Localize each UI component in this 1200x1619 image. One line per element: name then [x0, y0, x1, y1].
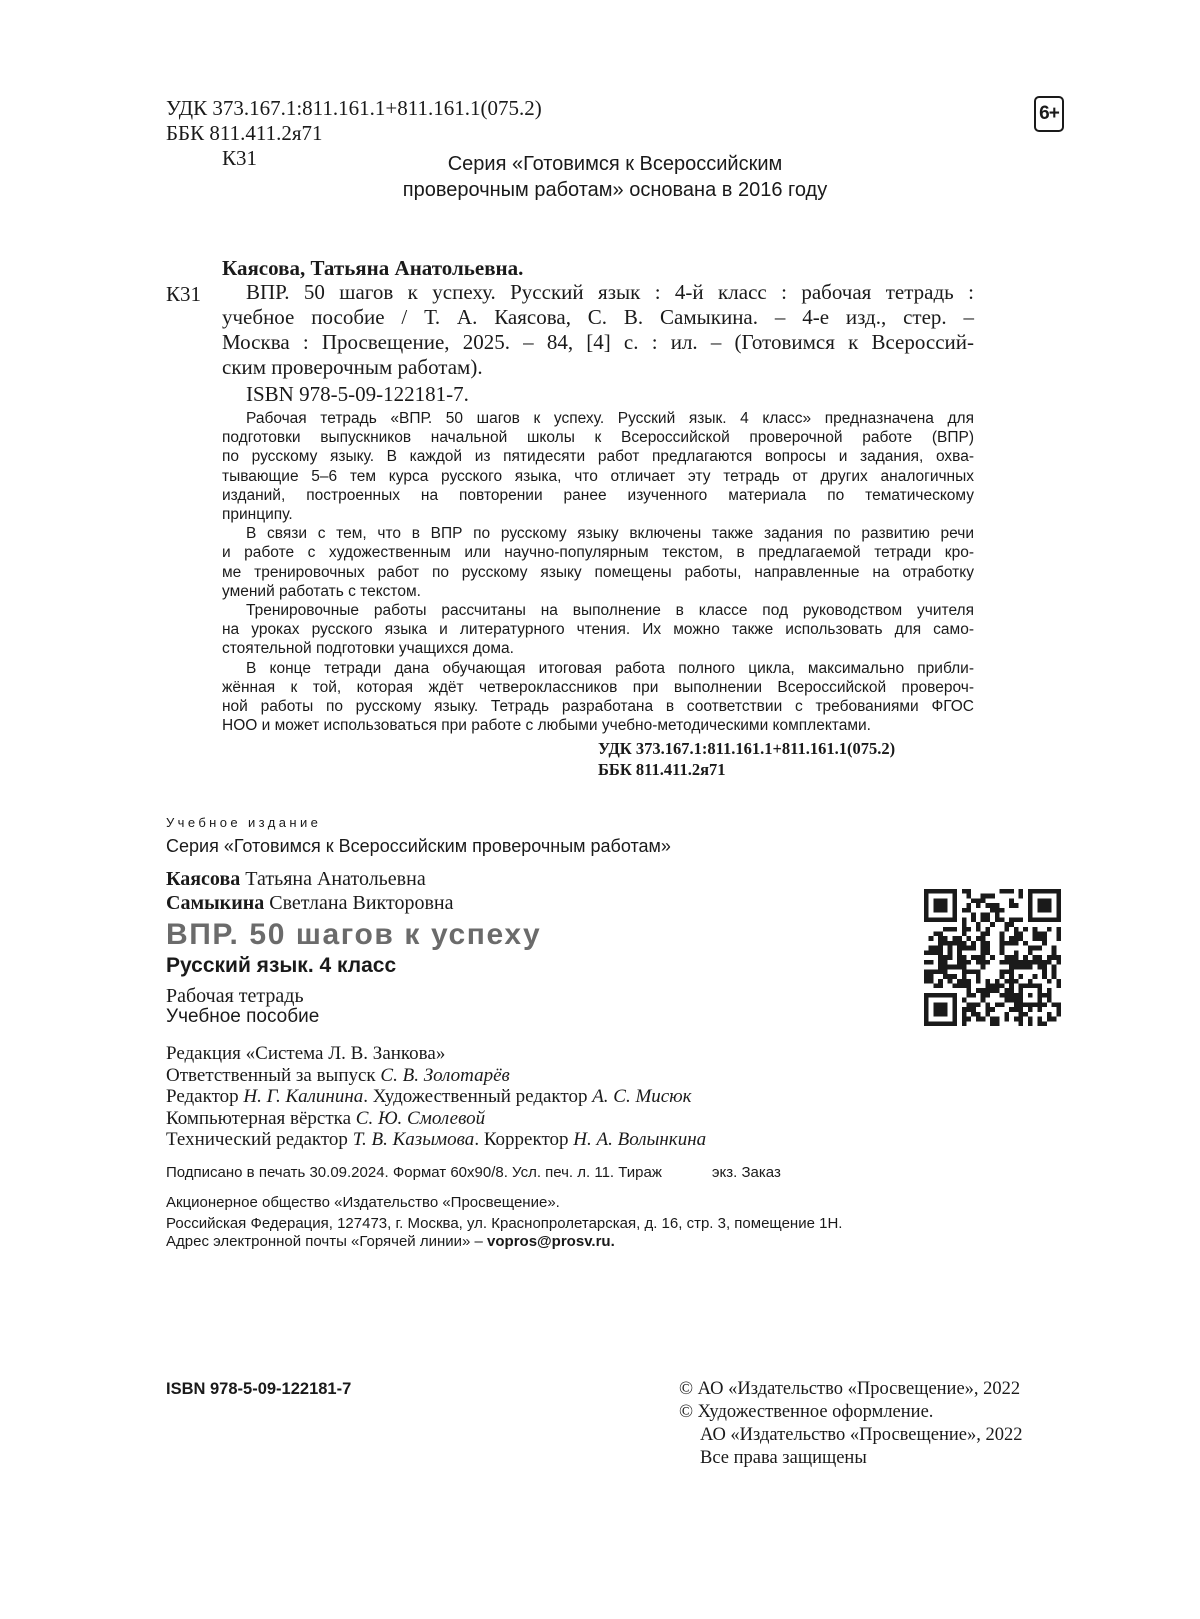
udk-code-bottom: УДК 373.167.1:811.161.1+811.161.1(075.2) [598, 739, 896, 758]
copyright-line: © АО «Издательство «Просвещение», 2022 [679, 1379, 1021, 1399]
abstract-line: по русскому языку. В каждой из пятидесяти работ предлагаются вопросы и задания, охва- [222, 448, 974, 466]
abstract-line: на уроках русского языка и литературного чтения. Их можно также использовать для само- [222, 621, 974, 639]
credit-person: А. С. Мисюк [592, 1086, 692, 1107]
card-author: Каясова, Татьяна Анатольевна. [222, 256, 524, 280]
author-line [166, 891, 453, 915]
abstract-paragraph [222, 409, 974, 524]
abstract-line: изданий, построенных на повторении ранее изученного материала по тематическому [222, 486, 974, 504]
credit-responsible [166, 1065, 706, 1087]
series-note-line: проверочным работам» основана в 2016 году [402, 179, 828, 201]
card-description-line: учебное пособие / Т. А. Каясова, С. В. Самыкина. – 4-е изд., стер. – [222, 305, 974, 329]
author-name: Светлана Викторовна [269, 892, 454, 914]
card-isbn: ISBN 978-5-09-122181-7. [246, 382, 469, 406]
credit-label: Редактор [166, 1086, 244, 1107]
hotline-email [166, 1233, 615, 1250]
credit-redaction: Редакция «Система Л. В. Занкова» [166, 1043, 446, 1064]
bbk-code: ББК 811.411.2я71 [166, 121, 323, 145]
publisher [166, 1192, 842, 1234]
card-description [222, 280, 974, 380]
credit-technical [166, 1129, 706, 1151]
credit-label: Компьютерная вёрстка [166, 1107, 356, 1129]
series-note-line: Серия «Готовимся к Всероссийским [447, 153, 783, 175]
qr-code-icon [924, 889, 1061, 1026]
abstract-paragraph [222, 601, 974, 659]
book-kind: Рабочая тетрадь [166, 985, 304, 1007]
abstract-line: Рабочая тетрадь «ВПР. 50 шагов к успеху. Русский язык. 4 класс» предназначена для [246, 410, 974, 427]
abstract-line: В конце тетради дана обучающая итоговая работа полного цикла, максимально прибли- [246, 659, 974, 677]
abstract-line: НОО и может использоваться при работе с любыми учебно-методическими комплектами. [222, 717, 871, 735]
credits [166, 1043, 706, 1151]
series-line: Серия «Готовимся к Всероссийским проверочным работам» [166, 836, 671, 856]
age-rating-badge: 6+ [1034, 96, 1064, 132]
authors [166, 867, 453, 915]
card-description-line: ским проверочным работам). [222, 355, 483, 379]
edition-type: Учебное издание [166, 815, 322, 830]
classification-block [598, 738, 895, 780]
isbn-footer: ISBN 978-5-09-122181-7 [166, 1380, 352, 1398]
abstract-line: Тренировочные работы рассчитаны на выполнение в классе под руководством учителя [246, 602, 974, 620]
credit-person: Н. А. Волынкина [573, 1129, 707, 1150]
copyright-block [679, 1378, 1023, 1470]
author-line [166, 867, 453, 891]
author-surname: Каясова [166, 868, 241, 890]
author-surname: Самыкина [166, 892, 265, 914]
abstract-line: В связи с тем, что в ВПР по русскому языку включены также задания по развитию речи [246, 525, 974, 543]
credit-person: Н. Г. Калинина [243, 1086, 364, 1107]
abstract-paragraph [222, 659, 974, 736]
abstract-line: ме тренировочных работ по русскому языку помещены работы, направленные на отработку [222, 563, 974, 581]
abstract-line: подготовки выпускников начальной школы к Всероссийской проверочной работе (ВПР) [222, 429, 974, 447]
book-genre: Учебное пособие [166, 1006, 320, 1027]
abstract-line: умений работать с текстом. [222, 582, 421, 600]
udk-bbk-block [166, 96, 542, 146]
book-subtitle: Русский язык. 4 класс [166, 954, 397, 977]
copyright-line: Все права защищены [700, 1448, 867, 1468]
abstract [222, 409, 974, 735]
author-mark: К31 [222, 146, 258, 170]
publisher-name: Акционерное общество «Издательство «Просвещение». [166, 1194, 560, 1211]
abstract-line: и работе с художественным или научно-популярным текстом, в предлагаемой тетради кро- [222, 544, 974, 562]
book-title: ВПР. 50 шагов к успеху [166, 918, 542, 951]
abstract-line: тывающие 5–6 тем курса русского языка, что отличает эту тетрадь от других аналогичных [222, 467, 974, 485]
bbk-code-bottom: ББК 811.411.2я71 [598, 760, 726, 779]
credit-person: С. Ю. Смолевой [355, 1107, 486, 1129]
credit-person: Т. В. Казымова [352, 1129, 475, 1150]
credit-editors [166, 1086, 706, 1108]
credit-layout [166, 1108, 706, 1130]
email-address: vopros@prosv.ru. [487, 1233, 615, 1250]
copyright-line: АО «Издательство «Просвещение», 2022 [700, 1425, 1023, 1445]
print-copies: экз. Заказ [711, 1164, 781, 1181]
abstract-line: ной работы по русскому языку. Тетрадь разработана в соответствии с требованиями ФГОС [222, 698, 974, 716]
copyright-line: © Художественное оформление. [679, 1402, 934, 1422]
credit-label: . Художественный редактор [363, 1086, 593, 1107]
credit-label: . Корректор [474, 1129, 574, 1150]
card-description-line: ВПР. 50 шагов к успеху. Русский язык : 4-й класс : рабочая тетрадь : [246, 280, 974, 304]
author-name: Татьяна Анатольевна [245, 868, 426, 890]
credit-label: Ответственный за выпуск [166, 1064, 381, 1086]
print-info [166, 1162, 781, 1183]
abstract-line: жённая к той, которая ждёт четвероклассников при выполнении Всероссийской провероч- [222, 678, 974, 696]
abstract-line: стоятельной подготовки учащихся дома. [222, 640, 514, 658]
card-description-line: Москва : Просвещение, 2025. – 84, [4] с. : ил. – (Готовимся к Всероссий- [222, 330, 974, 354]
abstract-paragraph [222, 524, 974, 601]
abstract-line: принципу. [222, 506, 293, 524]
udk-code: УДК 373.167.1:811.161.1+811.161.1(075.2) [166, 96, 542, 120]
email-label: Адрес электронной почты «Горячей линии» – [166, 1233, 488, 1250]
credit-label: Технический редактор [166, 1129, 353, 1150]
card-author-mark: К31 [166, 282, 202, 306]
credit-person: С. В. Золотарёв [380, 1064, 510, 1086]
print-signed: Подписано в печать 30.09.2024. Формат 60х90/8. Усл. печ. л. 11. Тираж [166, 1164, 662, 1181]
series-note [370, 151, 860, 203]
publisher-address: Российская Федерация, 127473, г. Москва, ул. Краснопролетарская, д. 16, стр. 3, помещение 1Н. [166, 1215, 843, 1232]
